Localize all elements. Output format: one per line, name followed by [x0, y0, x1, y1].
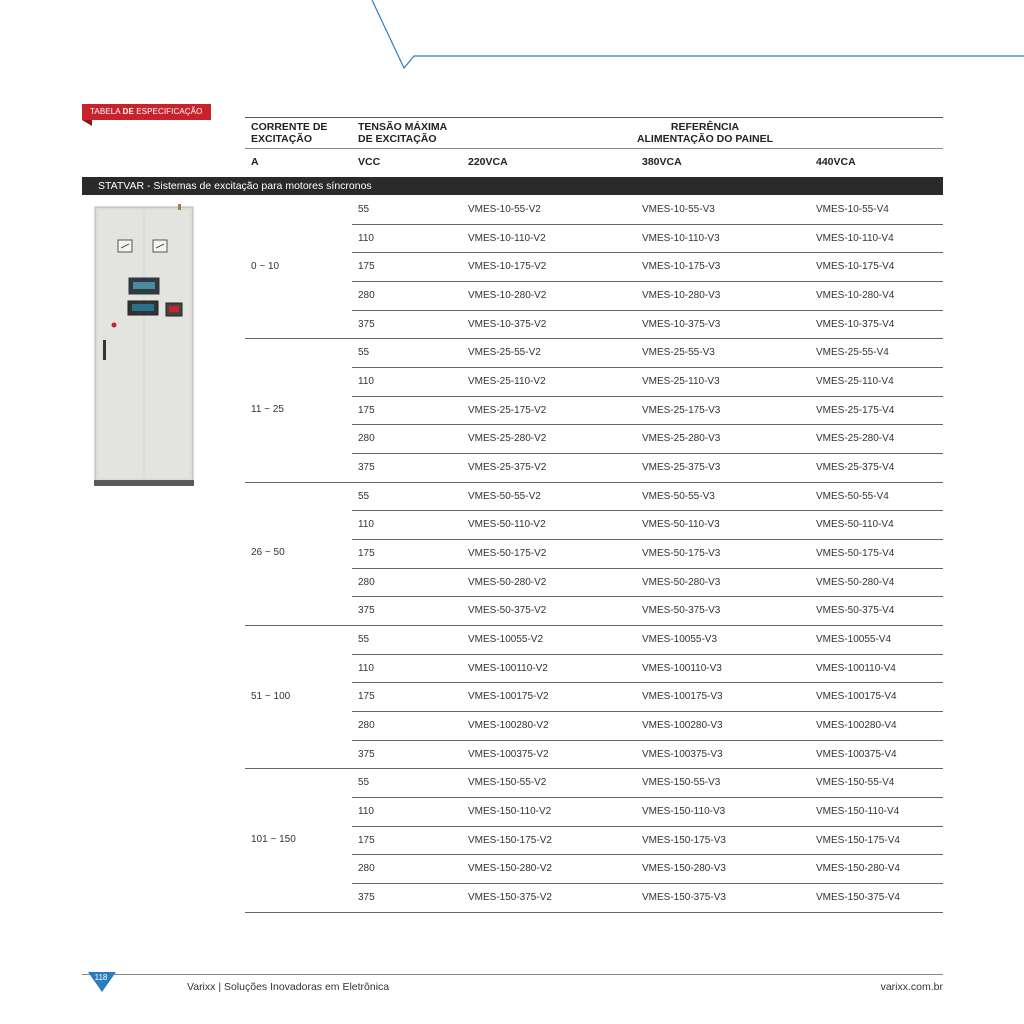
header-decoration: [0, 0, 1024, 80]
ref-440-cell: VMES-25-175-V4: [816, 404, 895, 416]
ref-380-cell: VMES-100175-V3: [642, 691, 723, 703]
ref-220-cell: VMES-10-375-V2: [468, 318, 547, 330]
tensao-cell: 280: [358, 576, 375, 588]
tensao-cell: 55: [358, 490, 370, 502]
row-divider: [352, 510, 943, 511]
header-tensao: TENSÃO MÁXIMA DE EXCITAÇÃO: [358, 121, 448, 145]
row-divider: [352, 654, 943, 655]
row-divider: [352, 883, 943, 884]
ref-220-cell: VMES-50-110-V2: [468, 519, 546, 531]
footer-rule: [82, 974, 943, 975]
ref-440-cell: VMES-50-110-V4: [816, 519, 894, 531]
tensao-cell: 110: [358, 232, 374, 244]
ref-440-cell: VMES-10-280-V4: [816, 289, 895, 301]
ref-220-cell: VMES-150-110-V2: [468, 805, 552, 817]
ref-380-cell: VMES-150-375-V3: [642, 891, 726, 903]
tensao-cell: 55: [358, 347, 370, 359]
ref-380-cell: VMES-10055-V3: [642, 633, 718, 645]
section-title-bar: STATVAR - Sistemas de excitação para motores síncronos: [82, 177, 943, 195]
row-divider: [352, 568, 943, 569]
spec-tag-tail: [82, 120, 92, 126]
ref-440-cell: VMES-50-175-V4: [816, 547, 895, 559]
range-cell: 0 ~ 10: [251, 260, 280, 272]
tensao-cell: 175: [358, 834, 375, 846]
tensao-cell: 175: [358, 691, 375, 703]
tensao-cell: 55: [358, 777, 370, 789]
tensao-cell: 55: [358, 204, 370, 215]
row-divider: [245, 482, 943, 483]
ref-380-cell: VMES-10-55-V3: [642, 204, 715, 215]
ref-380-cell: VMES-25-110-V3: [642, 375, 720, 387]
row-divider: [352, 252, 943, 253]
ref-380-cell: VMES-50-175-V3: [642, 547, 721, 559]
ref-220-cell: VMES-150-280-V2: [468, 863, 552, 875]
ref-440-cell: VMES-25-280-V4: [816, 433, 895, 445]
ref-440-cell: VMES-50-280-V4: [816, 576, 895, 588]
ref-440-cell: VMES-25-110-V4: [816, 375, 894, 387]
footer-site-link[interactable]: varixx.com.br: [880, 981, 943, 993]
ref-380-cell: VMES-150-110-V3: [642, 805, 726, 817]
ref-380-cell: VMES-150-175-V3: [642, 834, 726, 846]
tensao-cell: 375: [358, 748, 375, 760]
row-divider: [352, 310, 943, 311]
ref-220-cell: VMES-10-175-V2: [468, 261, 547, 273]
ref-220-cell: VMES-100110-V2: [468, 662, 548, 674]
header-unit-vcc: VCC: [358, 156, 381, 168]
ref-440-cell: VMES-150-280-V4: [816, 863, 900, 875]
ref-440-cell: VMES-25-375-V4: [816, 461, 895, 473]
spec-tag-bold: DE: [122, 107, 134, 116]
row-divider: [352, 797, 943, 798]
header-220vca: 220VCA: [468, 156, 508, 168]
range-cell: 101 ~ 150: [251, 833, 296, 845]
ref-440-cell: VMES-10-110-V4: [816, 232, 894, 244]
ref-220-cell: VMES-50-55-V2: [468, 490, 541, 502]
tensao-cell: 110: [358, 662, 374, 674]
ref-440-cell: VMES-150-55-V4: [816, 777, 895, 789]
ref-220-cell: VMES-25-55-V2: [468, 347, 541, 359]
ref-440-cell: VMES-50-55-V4: [816, 490, 889, 502]
ref-220-cell: VMES-100375-V2: [468, 748, 549, 760]
ref-440-cell: VMES-10055-V4: [816, 633, 892, 645]
ref-220-cell: VMES-100175-V2: [468, 691, 549, 703]
ref-220-cell: VMES-10-55-V2: [468, 204, 541, 215]
row-divider: [352, 854, 943, 855]
ref-220-cell: VMES-25-280-V2: [468, 433, 547, 445]
header-unit-a: A: [251, 156, 259, 168]
ref-440-cell: VMES-50-375-V4: [816, 605, 895, 617]
ref-440-cell: VMES-100175-V4: [816, 691, 897, 703]
ref-380-cell: VMES-150-280-V3: [642, 863, 726, 875]
row-divider: [352, 711, 943, 712]
row-divider: [352, 826, 943, 827]
tensao-cell: 375: [358, 318, 375, 330]
ref-440-cell: VMES-10-375-V4: [816, 318, 895, 330]
ref-220-cell: VMES-25-175-V2: [468, 404, 547, 416]
footer-brand-line: [187, 981, 389, 993]
ref-440-cell: VMES-150-175-V4: [816, 834, 900, 846]
tensao-cell: 375: [358, 891, 375, 903]
row-divider: [245, 768, 943, 769]
ref-220-cell: VMES-100280-V2: [468, 719, 549, 731]
header-referencia: REFERÊNCIA ALIMENTAÇÃO DO PAINEL: [636, 121, 774, 145]
ref-220-cell: VMES-50-375-V2: [468, 605, 547, 617]
ref-440-cell: VMES-100280-V4: [816, 719, 897, 731]
header-380vca: 380VCA: [642, 156, 682, 168]
tensao-cell: 110: [358, 375, 374, 387]
tensao-cell: 280: [358, 289, 375, 301]
spec-tag-prefix: TABELA: [90, 107, 123, 116]
ref-440-cell: VMES-100375-V4: [816, 748, 897, 760]
ref-380-cell: VMES-25-175-V3: [642, 404, 721, 416]
page-number: 118: [94, 973, 108, 982]
ref-380-cell: VMES-25-375-V3: [642, 461, 721, 473]
ref-220-cell: VMES-25-110-V2: [468, 375, 546, 387]
row-divider: [352, 281, 943, 282]
tensao-cell: 375: [358, 461, 375, 473]
ref-440-cell: VMES-100110-V4: [816, 662, 896, 674]
range-cell: 51 ~ 100: [251, 690, 291, 702]
row-divider: [245, 338, 943, 339]
tensao-cell: 280: [358, 433, 375, 445]
range-cell: 26 ~ 50: [251, 547, 285, 559]
row-divider: [352, 424, 943, 425]
tensao-cell: 175: [358, 261, 375, 273]
ref-220-cell: VMES-10-280-V2: [468, 289, 547, 301]
tensao-cell: 375: [358, 605, 375, 617]
ref-380-cell: VMES-25-280-V3: [642, 433, 721, 445]
tensao-cell: 110: [358, 805, 374, 817]
ref-220-cell: VMES-10-110-V2: [468, 232, 546, 244]
ref-380-cell: VMES-150-55-V3: [642, 777, 721, 789]
ref-220-cell: VMES-150-175-V2: [468, 834, 552, 846]
header-top-rule: [245, 117, 943, 118]
ref-380-cell: VMES-50-280-V3: [642, 576, 721, 588]
header-corrente: CORRENTE DE EXCITAÇÃO: [251, 121, 328, 145]
tensao-cell: 175: [358, 404, 375, 416]
ref-440-cell: VMES-150-110-V4: [816, 805, 900, 817]
ref-220-cell: VMES-25-375-V2: [468, 461, 547, 473]
spec-tag-suffix: ESPECIFICAÇÃO: [133, 107, 203, 116]
ref-440-cell: VMES-150-375-V4: [816, 891, 900, 903]
tensao-cell: 110: [358, 519, 374, 531]
ref-220-cell: VMES-150-55-V2: [468, 777, 547, 789]
tensao-cell: 175: [358, 547, 375, 559]
header-mid-rule: [245, 148, 943, 149]
spec-tag: [82, 104, 211, 120]
ref-380-cell: VMES-100110-V3: [642, 662, 722, 674]
row-divider: [352, 596, 943, 597]
ref-220-cell: VMES-50-280-V2: [468, 576, 547, 588]
ref-380-cell: VMES-100280-V3: [642, 719, 723, 731]
range-cell: 11 ~ 25: [251, 403, 284, 415]
footer-tagline: | Soluções Inovadoras em Eletrônica: [215, 981, 390, 993]
ref-380-cell: VMES-10-375-V3: [642, 318, 721, 330]
tensao-cell: 280: [358, 719, 375, 731]
ref-380-cell: VMES-100375-V3: [642, 748, 723, 760]
ref-220-cell: VMES-10055-V2: [468, 633, 544, 645]
ref-380-cell: VMES-50-55-V3: [642, 490, 715, 502]
row-divider: [352, 740, 943, 741]
row-divider: [352, 224, 943, 225]
tensao-cell: 280: [358, 863, 375, 875]
tensao-cell: 55: [358, 633, 370, 645]
page-number-wrap: [88, 972, 118, 994]
ref-380-cell: VMES-50-110-V3: [642, 519, 720, 531]
panel-cabinet-image: [94, 204, 194, 486]
row-divider: [245, 625, 943, 626]
ref-220-cell: VMES-150-375-V2: [468, 891, 552, 903]
row-divider: [245, 912, 943, 913]
ref-440-cell: VMES-25-55-V4: [816, 347, 889, 359]
row-divider: [352, 539, 943, 540]
ref-440-cell: VMES-10-175-V4: [816, 261, 895, 273]
row-divider: [352, 396, 943, 397]
ref-380-cell: VMES-10-110-V3: [642, 232, 720, 244]
ref-380-cell: VMES-50-375-V3: [642, 605, 721, 617]
ref-380-cell: VMES-10-175-V3: [642, 261, 721, 273]
ref-440-cell: VMES-10-55-V4: [816, 204, 889, 215]
row-divider: [352, 367, 943, 368]
row-divider: [352, 682, 943, 683]
ref-220-cell: VMES-50-175-V2: [468, 547, 547, 559]
header-440vca: 440VCA: [816, 156, 856, 168]
ref-380-cell: VMES-25-55-V3: [642, 347, 715, 359]
ref-380-cell: VMES-10-280-V3: [642, 289, 721, 301]
row-divider: [352, 453, 943, 454]
footer-brand: Varixx: [187, 981, 216, 993]
